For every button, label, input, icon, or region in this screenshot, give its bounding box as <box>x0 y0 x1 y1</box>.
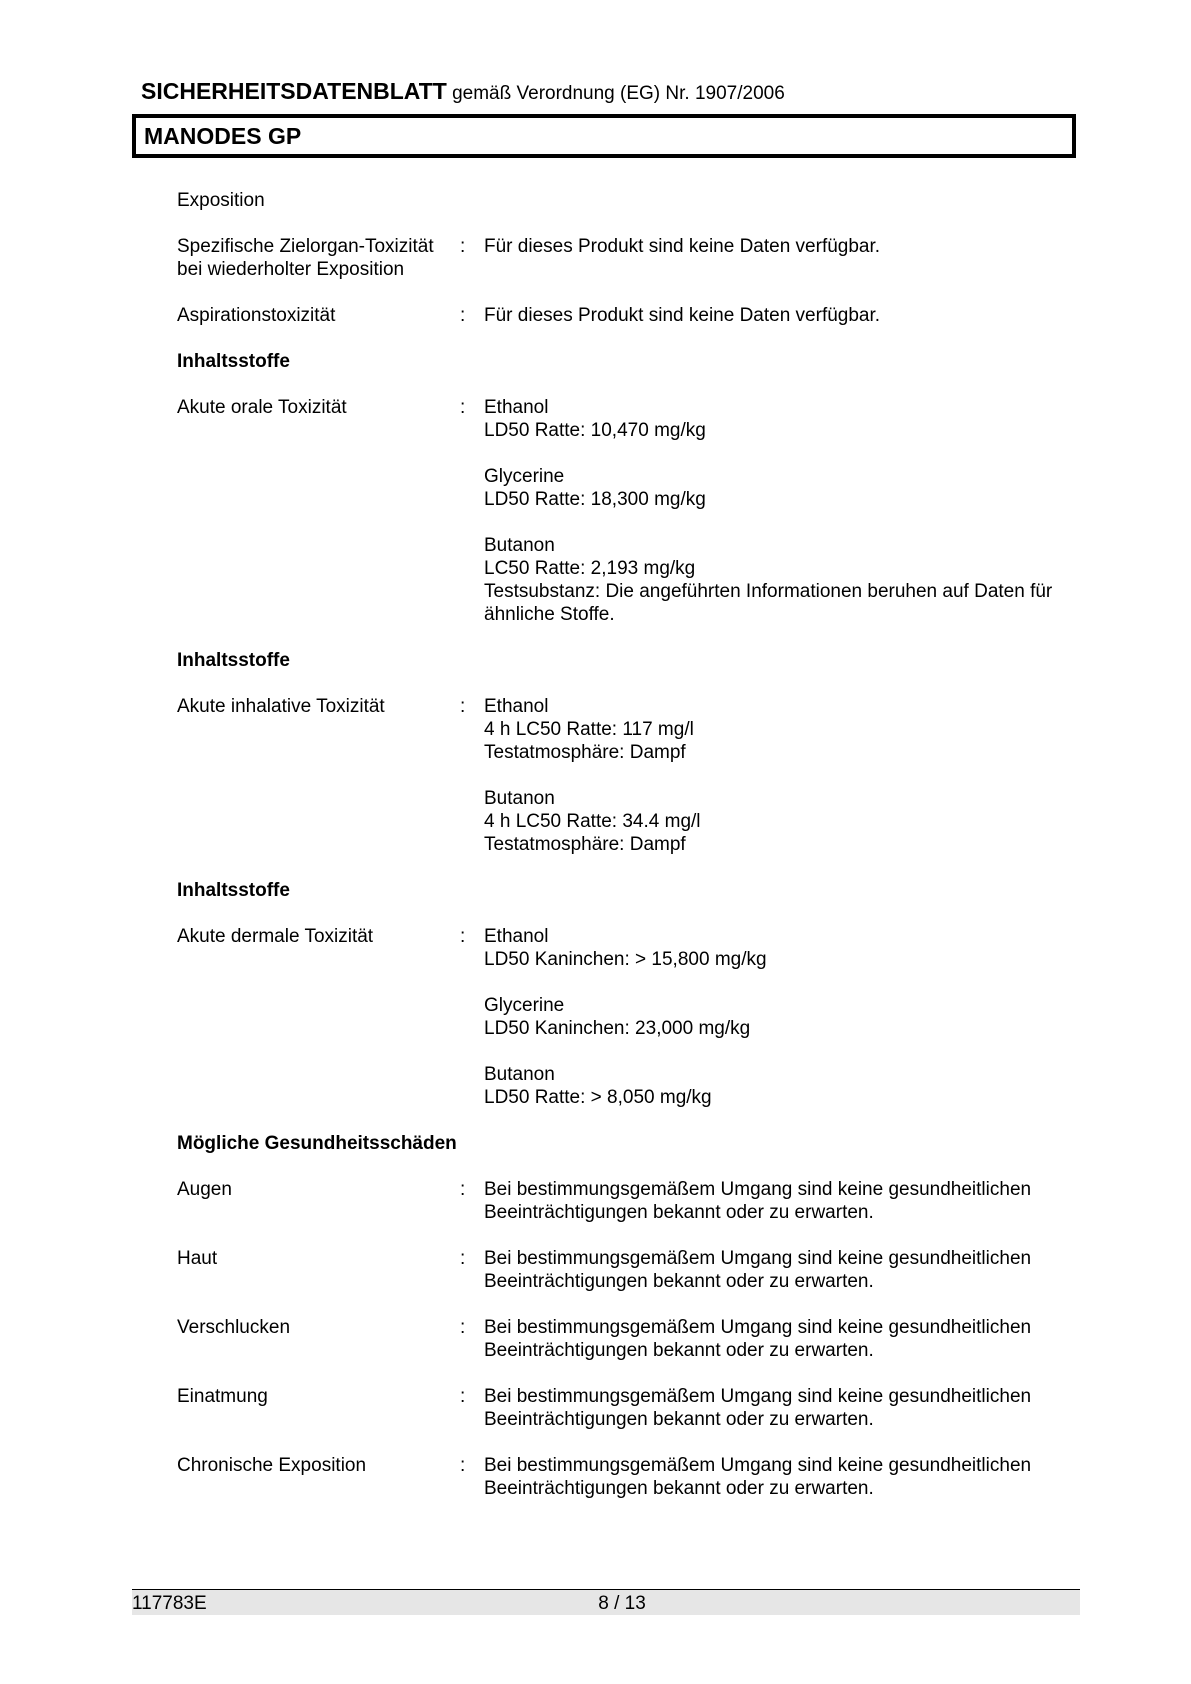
substance-entry <box>484 396 1077 442</box>
health-row <box>177 1178 1077 1224</box>
substance-detail: Testatmosphäre: Dampf <box>484 834 686 855</box>
row-label: Aspirationstoxizität <box>177 305 336 326</box>
substance-entry <box>484 994 1077 1040</box>
row-label: Verschlucken <box>177 1317 291 1338</box>
footer <box>132 1589 1080 1615</box>
title-main: SICHERHEITSDATENBLATT <box>141 78 447 104</box>
substance-detail: LD50 Kaninchen: 23,000 mg/kg <box>484 1018 751 1039</box>
substance-name: Butanon <box>484 535 555 556</box>
substance-detail: LD50 Kaninchen: > 15,800 mg/kg <box>484 949 767 970</box>
substance-entry <box>484 925 1077 971</box>
page-number: 8 / 13 <box>598 1593 646 1614</box>
substance-detail: Testatmosphäre: Dampf <box>484 742 686 763</box>
health-row <box>177 1247 1077 1293</box>
colon: : <box>460 236 466 257</box>
health-row <box>177 1316 1077 1362</box>
substance-entry <box>484 787 1077 856</box>
page-content <box>177 189 1077 1523</box>
substance-detail: Testsubstanz: Die angeführten Informationen beruhen auf Daten für ähnliche Stoffe. <box>484 581 1053 625</box>
substance-entry <box>484 465 1077 511</box>
substance-name: Glycerine <box>484 995 565 1016</box>
aspiration-row <box>177 304 1077 327</box>
health-heading: Mögliche Gesundheitsschäden <box>177 1133 457 1154</box>
toxicity-row <box>177 695 1077 856</box>
stot-repeated-row <box>177 235 1077 281</box>
colon: : <box>460 1317 466 1338</box>
product-name: MANODES GP <box>144 122 302 149</box>
substance-name: Ethanol <box>484 696 549 717</box>
colon: : <box>460 397 466 418</box>
substance-name: Butanon <box>484 788 555 809</box>
health-items <box>177 1178 1077 1500</box>
row-label: Spezifische Zielorgan-Toxizität bei wiederholter Exposition <box>177 236 434 280</box>
health-row <box>177 1454 1077 1500</box>
row-label: Augen <box>177 1179 232 1200</box>
row-value: Bei bestimmungsgemäßem Umgang sind keine gesundheitlichen Beeinträchtigungen bekannt oder zu erwarten. <box>484 1317 1032 1361</box>
row-value: Bei bestimmungsgemäßem Umgang sind keine gesundheitlichen Beeinträchtigungen bekannt oder zu erwarten. <box>484 1386 1032 1430</box>
section-heading: Inhaltsstoffe <box>177 351 290 372</box>
colon: : <box>460 1179 466 1200</box>
substance-name: Ethanol <box>484 397 549 418</box>
colon: : <box>460 696 466 717</box>
substance-entry <box>484 1063 1077 1109</box>
document-number: 117783E <box>132 1593 207 1614</box>
row-value <box>484 396 1077 626</box>
row-value: Für dieses Produkt sind keine Daten verfügbar. <box>484 305 881 326</box>
row-label: Akute inhalative Toxizität <box>177 696 385 717</box>
product-name-box <box>132 114 1076 158</box>
row-value: Für dieses Produkt sind keine Daten verfügbar. <box>484 236 881 257</box>
row-label: Akute orale Toxizität <box>177 397 347 418</box>
substance-name: Butanon <box>484 1064 555 1085</box>
row-value: Bei bestimmungsgemäßem Umgang sind keine gesundheitlichen Beeinträchtigungen bekannt oder zu erwarten. <box>484 1455 1032 1499</box>
row-value <box>484 925 1077 1109</box>
document-title <box>141 80 785 105</box>
toxicity-row <box>177 925 1077 1109</box>
substance-detail: 4 h LC50 Ratte: 117 mg/l <box>484 719 694 740</box>
section-heading: Inhaltsstoffe <box>177 880 290 901</box>
substance-detail: LD50 Ratte: > 8,050 mg/kg <box>484 1087 712 1108</box>
substance-name: Glycerine <box>484 466 565 487</box>
substance-name: Ethanol <box>484 926 549 947</box>
row-value <box>484 695 1077 856</box>
row-label: Akute dermale Toxizität <box>177 926 374 947</box>
toxicity-row <box>177 396 1077 626</box>
colon: : <box>460 926 466 947</box>
colon: : <box>460 1248 466 1269</box>
substance-detail: 4 h LC50 Ratte: 34.4 mg/l <box>484 811 701 832</box>
row-label: Einatmung <box>177 1386 268 1407</box>
substance-detail: LC50 Ratte: 2,193 mg/kg <box>484 558 696 579</box>
substance-entry <box>484 695 1077 764</box>
row-label: Chronische Exposition <box>177 1455 367 1476</box>
colon: : <box>460 1455 466 1476</box>
title-regulation: gemäß Verordnung (EG) Nr. 1907/2006 <box>452 83 785 104</box>
colon: : <box>460 1386 466 1407</box>
section-heading: Inhaltsstoffe <box>177 650 290 671</box>
colon: : <box>460 305 466 326</box>
toxicity-sections <box>177 350 1077 1109</box>
exposition-carryover: Exposition <box>177 190 265 211</box>
row-value: Bei bestimmungsgemäßem Umgang sind keine gesundheitlichen Beeinträchtigungen bekannt oder zu erwarten. <box>484 1248 1032 1292</box>
health-row <box>177 1385 1077 1431</box>
row-value: Bei bestimmungsgemäßem Umgang sind keine gesundheitlichen Beeinträchtigungen bekannt oder zu erwarten. <box>484 1179 1032 1223</box>
substance-detail: LD50 Ratte: 10,470 mg/kg <box>484 420 706 441</box>
row-label: Haut <box>177 1248 218 1269</box>
substance-entry <box>484 534 1077 626</box>
substance-detail: LD50 Ratte: 18,300 mg/kg <box>484 489 706 510</box>
